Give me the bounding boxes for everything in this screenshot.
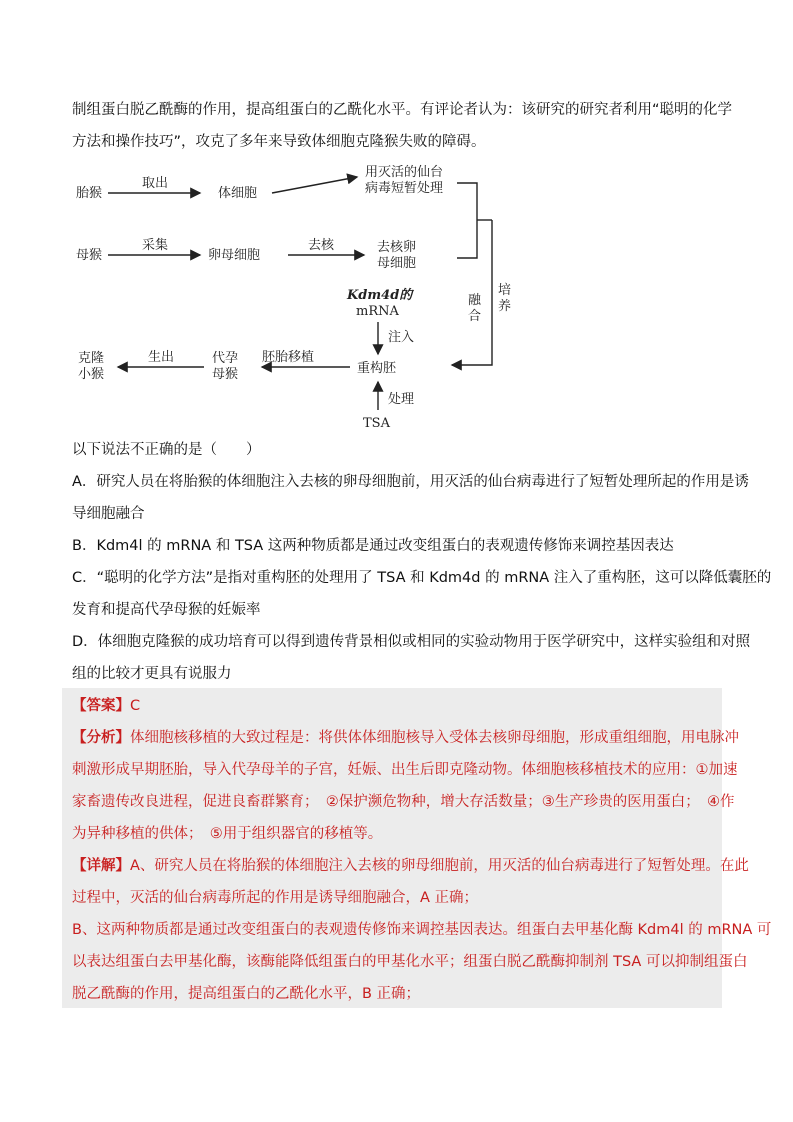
flow-diagram-svg: [72, 160, 512, 435]
node-surrogate-line-1: 代孕: [212, 351, 239, 366]
node-somatic-cell: 体细胞: [218, 186, 258, 201]
option-c-line-1: C．“聪明的化学方法”是指对重构胚的处理用了 TSA 和 Kdm4d 的 mRNA 注入了重构胚，这可以降低囊胚的: [72, 570, 772, 586]
question-stem: 以下说法不正确的是（ ）: [72, 442, 261, 458]
option-d-line-2: 组的比较才更具有说服力: [72, 666, 232, 682]
detail-line-1: [72, 856, 749, 876]
label-virus-line-2: 病毒短暂处理: [365, 181, 444, 196]
node-kdm-line-1: Kdm4d的: [347, 288, 413, 303]
node-kdm-line-2: mRNA: [356, 304, 399, 319]
option-c-line-2: 发育和提高代孕母猴的妊娠率: [72, 602, 261, 618]
label-fuse-2: 合: [468, 309, 482, 324]
analysis-line-4: 为异种移植的供体； ⑤用于组织器官的移植等。: [72, 826, 383, 842]
cloning-flow-diagram: [72, 160, 512, 435]
option-a-line-1: A．研究人员在将胎猴的体细胞注入去核的卵母细胞前，用灭活的仙台病毒进行了短暂处理所起的作用是诱: [72, 474, 749, 490]
label-enucleate: 去核: [308, 238, 335, 253]
detail-tag: 【详解】: [72, 858, 130, 874]
intro-line-2: 方法和操作技巧”，攻克了多年来导致体细胞克隆猴失败的障碍。: [72, 134, 486, 150]
detail-line-5: 脱乙酰酶的作用，提高组蛋白的乙酰化水平，B 正确；: [72, 986, 421, 1002]
option-a-line-2: 导细胞融合: [72, 506, 145, 522]
detail-line-3: B、这两种物质都是通过改变组蛋白的表观遗传修饰来调控基因表达。组蛋白去甲基化酶 Kdm4l 的 mRNA 可: [72, 922, 772, 938]
node-clone-line-1: 克隆: [78, 351, 105, 366]
label-transfer: 胚胎移植: [262, 350, 315, 365]
label-take-out: 取出: [142, 176, 169, 191]
node-enucleated-line-1: 去核卵: [377, 240, 417, 255]
label-culture-2: 养: [498, 299, 512, 314]
node-clone-line-2: 小猴: [78, 367, 105, 382]
node-mother-monkey: 母猴: [76, 248, 103, 263]
label-virus-line-1: 用灭活的仙台: [365, 165, 444, 180]
bracket-fuse: [457, 183, 477, 258]
detail-line-2: 过程中，灭活的仙台病毒所起的作用是诱导细胞融合，A 正确；: [72, 890, 479, 906]
label-birth: 生出: [148, 350, 175, 365]
node-fetal-monkey: 胎猴: [76, 186, 103, 201]
node-oocyte: 卵母细胞: [208, 248, 261, 263]
intro-line-1: 制组蛋白脱乙酰酶的作用，提高组蛋白的乙酰化水平。有评论者认为：该研究的研究者利用“聪明的化学: [72, 102, 733, 118]
analysis-line-2: 刺激形成早期胚胎，导入代孕母羊的子宫，妊娠、出生后即克隆动物。体细胞核移植技术的应用：①加速: [72, 762, 738, 778]
option-d-line-1: D．体细胞克隆猴的成功培育可以得到遗传背景相似或相同的实验动物用于医学研究中，这样实验组和对照: [72, 634, 751, 650]
label-treat: 处理: [388, 392, 415, 407]
label-culture-1: 培: [498, 283, 512, 298]
label-collect: 采集: [142, 238, 169, 253]
answer-line: [72, 696, 140, 716]
label-fuse-1: 融: [468, 293, 482, 308]
analysis-line-3: 家畜遗传改良进程，促进良畜群繁育； ②保护濒危物种，增大存活数量；③生产珍贵的医用蛋白； ④作: [72, 794, 735, 810]
node-enucleated-line-2: 母细胞: [377, 256, 417, 271]
option-b-line-1: B．Kdm4l 的 mRNA 和 TSA 这两种物质都是通过改变组蛋白的表观遗传修饰来调控基因表达: [72, 538, 674, 554]
label-inject: 注入: [388, 330, 415, 345]
node-surrogate-line-2: 母猴: [212, 367, 239, 382]
answer-value: C: [130, 698, 141, 714]
detail-text-1: A、研究人员在将胎猴的体细胞注入去核的卵母细胞前，用灭活的仙台病毒进行了短暂处理。在此: [130, 858, 749, 874]
analysis-tag: 【分析】: [72, 730, 130, 746]
node-embryo: 重构胚: [357, 361, 397, 376]
analysis-line-1: [72, 728, 739, 748]
analysis-text-1: 体细胞核移植的大致过程是：将供体体细胞核导入受体去核卵母细胞，形成重组细胞，用电脉冲: [130, 730, 739, 746]
node-tsa: TSA: [363, 416, 390, 431]
answer-tag: 【答案】: [72, 698, 130, 714]
arrow-virus: [272, 177, 357, 193]
detail-line-4: 以表达组蛋白去甲基化酶，该酶能降低组蛋白的甲基化水平；组蛋白脱乙酰酶抑制剂 TSA 可以抑制组蛋白: [72, 954, 748, 970]
